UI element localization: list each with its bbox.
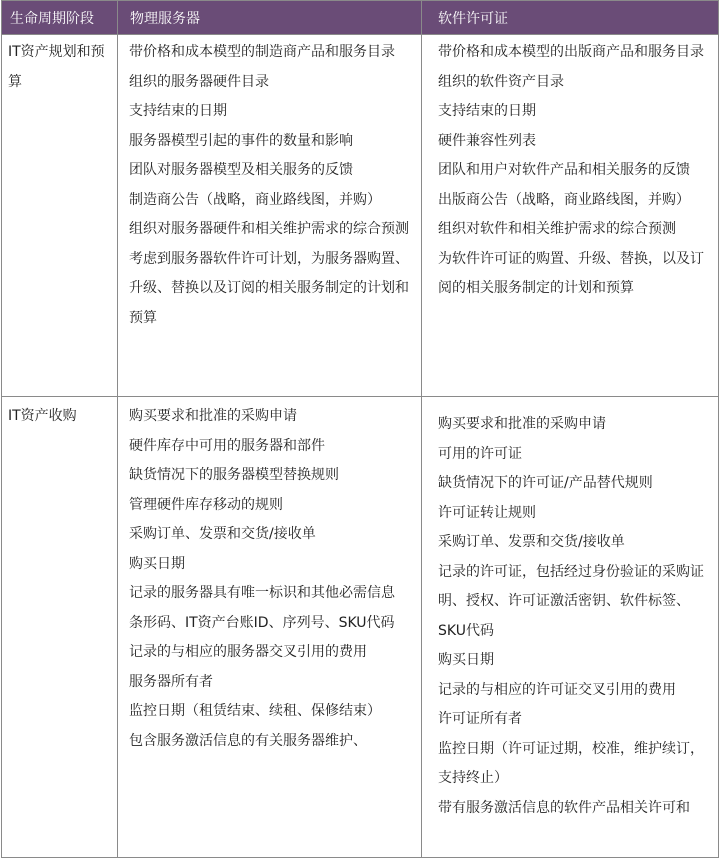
list-item: 团队和用户对软件产品和相关服务的反馈 <box>438 162 690 178</box>
list-item: 团队对服务器模型及相关服务的反馈 <box>129 162 353 178</box>
list-item: 缺货情况下的服务器模型替换规则 <box>129 467 339 483</box>
list-item: 采购订单、发票和交货/接收单 <box>438 534 625 550</box>
list-item: 可用的许可证 <box>438 445 522 462</box>
server-cell <box>118 35 422 397</box>
list-item: 购买日期 <box>129 555 185 572</box>
list-item: 采购订单、发票和交货/接收单 <box>129 526 316 542</box>
list-item: 硬件兼容性列表 <box>438 132 536 149</box>
list-item: 支持结束的日期 <box>129 103 227 119</box>
list-item: 缺货情况下的许可证/产品替代规则 <box>438 475 653 491</box>
header-row <box>2 1 719 35</box>
list-item: 购买要求和批准的采购申请 <box>129 408 297 424</box>
list-item: 组织对服务器硬件和相关维护需求的综合预测 <box>129 221 409 237</box>
list-item: 支持结束的日期 <box>438 103 536 119</box>
list-item: 许可证所有者 <box>438 711 522 727</box>
header-physical-server: 物理服务器 <box>118 1 422 35</box>
list-item: 带价格和成本模型的出版商产品和服务目录 <box>438 44 704 60</box>
list-item: 购买要求和批准的采购申请 <box>438 416 606 432</box>
list-item: 考虑到服务器软件许可计划，为服务器购置、升级、替换以及订阅的相关服务制定的计划和预算 <box>129 250 409 326</box>
header-software-license: 软件许可证 <box>422 1 719 35</box>
header-lifecycle-stage: 生命周期阶段 <box>2 1 118 35</box>
table-row <box>2 35 719 397</box>
license-cell <box>422 397 719 858</box>
list-item: 记录的与相应的服务器交叉引用的费用 <box>129 644 367 660</box>
table-row <box>2 397 719 858</box>
list-item: 包含服务激活信息的有关服务器维护、 <box>129 732 367 749</box>
list-item: 制造商公告（战略，商业路线图，并购） <box>129 191 381 208</box>
list-item: 出版商公告（战略，商业路线图，并购） <box>438 191 690 208</box>
list-item: 组织对软件和相关维护需求的综合预测 <box>438 221 676 237</box>
list-item: 带价格和成本模型的制造商产品和服务目录 <box>129 44 395 60</box>
list-item: 记录的服务器具有唯一标识和其他必需信息 <box>129 585 395 601</box>
list-item: 许可证转让规则 <box>438 504 536 521</box>
list-item: 硬件库存中可用的服务器和部件 <box>129 437 325 454</box>
list-item: 服务器所有者 <box>129 673 213 690</box>
lifecycle-table <box>1 0 719 858</box>
list-item: 带有服务激活信息的软件产品相关许可和 <box>438 799 690 816</box>
list-item: 组织的软件资产目录 <box>438 73 564 90</box>
list-item: 购买日期 <box>438 652 494 668</box>
list-item: 管理硬件库存移动的规则 <box>129 496 283 513</box>
list-item: 组织的服务器硬件目录 <box>129 73 269 90</box>
stage-cell: IT资产规划和预算 <box>2 35 118 397</box>
list-item: 服务器模型引起的事件的数量和影响 <box>129 132 353 149</box>
stage-cell: IT资产收购 <box>2 397 118 858</box>
list-item: 监控日期（租赁结束、续租、保修结束） <box>129 703 381 719</box>
server-cell <box>118 397 422 858</box>
list-item: 记录的与相应的许可证交叉引用的费用 <box>438 681 676 698</box>
list-item: 记录的许可证，包括经过身份验证的采购证明、授权、许可证激活密钥、软件标签、SKU代码 <box>438 563 704 639</box>
license-cell <box>422 35 719 397</box>
list-item: 监控日期（许可证过期，校准，维护续订，支持终止） <box>438 740 704 786</box>
list-item: 条形码、IT资产台账ID、序列号、SKU代码 <box>129 614 395 631</box>
list-item: 为软件许可证的购置、升级、替换，以及订阅的相关服务制定的计划和预算 <box>438 250 704 296</box>
